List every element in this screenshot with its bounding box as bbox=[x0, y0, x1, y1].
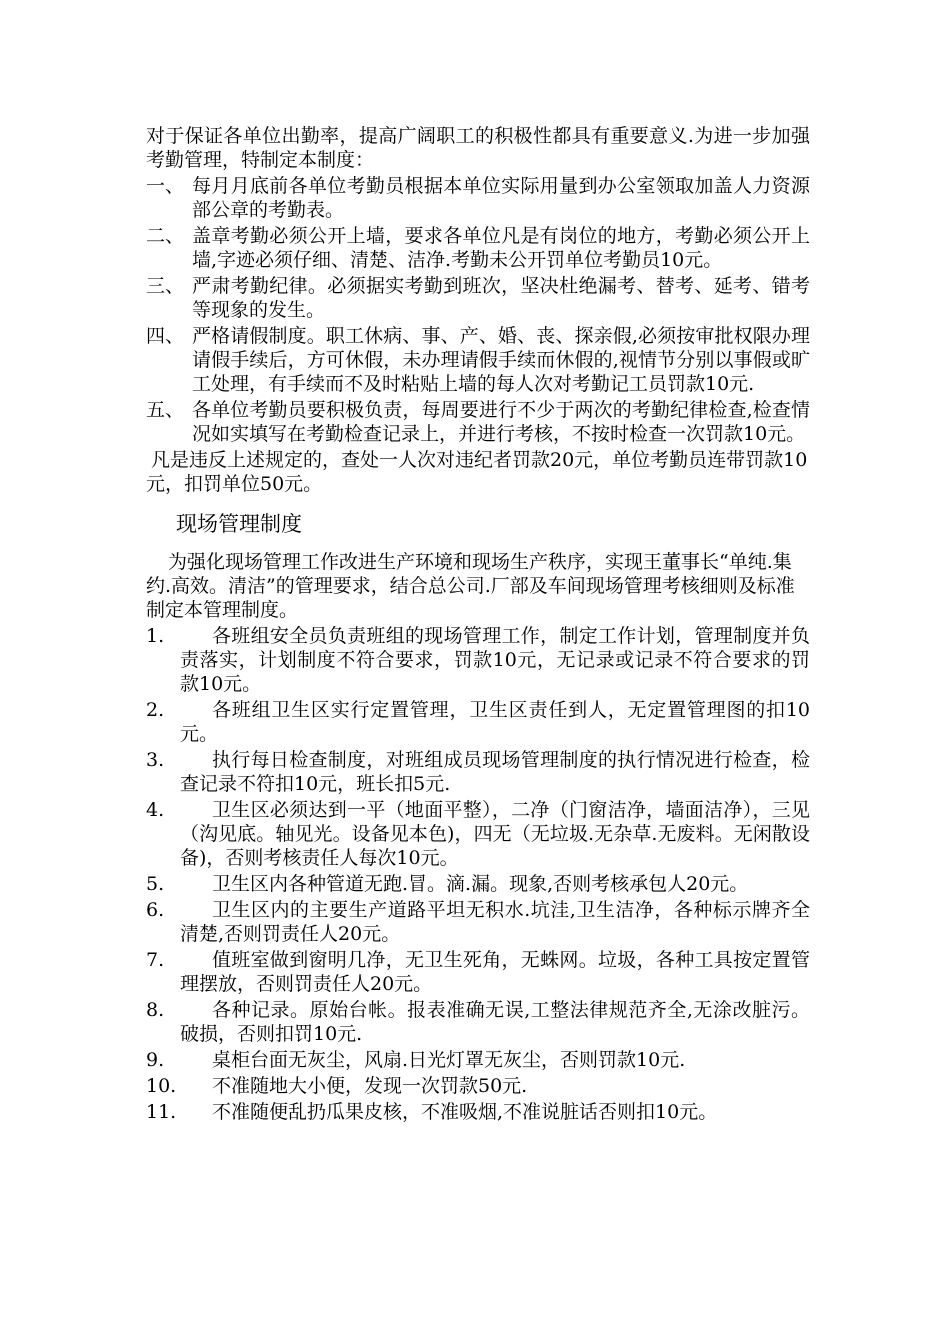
rule-text: 盖章考勤必须公开上墙，要求各单位凡是有岗位的地方，考勤必须公开上墙,字迹必须仔细、清楚、洁净.考勤未公开罚单位考勤员10元。 bbox=[192, 225, 810, 271]
rule-text: 各种记录。原始台帐。报表准确无误,工整法律规范齐全,无涂改脏污。破损，否则扣罚10元. bbox=[180, 999, 810, 1045]
rule-text: 各班组卫生区实行定置管理，卫生区责任到人，无定置管理图的扣10元。 bbox=[180, 699, 810, 745]
attendance-intro: 对于保证各单位出勤率，提高广阔职工的积极性都具有重要意义.为进一步加强考勤管理，特制定本制度： bbox=[146, 125, 810, 171]
rule-number: 11. bbox=[146, 1101, 177, 1123]
rule-text: 严格请假制度。职工休病、事、产、婚、丧、探亲假,必须按审批权限办理请假手续后，方可休假，未办理请假手续而休假的,视情节分别以事假或旷工处理，有手续而不及时粘贴上墙的每人次对考勤记工员罚款10元. bbox=[192, 325, 810, 395]
rule-number: 8. bbox=[146, 999, 165, 1021]
attendance-rule-2 bbox=[146, 224, 810, 272]
rule-number: 3. bbox=[146, 749, 165, 771]
site-rule-4 bbox=[146, 798, 810, 870]
site-intro: 为强化现场管理工作改进生产环境和现场生产秩序，实现王董事长“单纯.集约.高效。清洁”的管理要求，结合总公司.厂部及车间现场管理考核细则及标准制定本管理制度。 bbox=[146, 551, 795, 621]
rule-text: 不准随地大小便，发现一次罚款50元. bbox=[212, 1075, 528, 1097]
rule-marker: 三、 bbox=[146, 275, 185, 297]
rule-marker: 一、 bbox=[146, 175, 185, 197]
rule-text: 每月月底前各单位考勤员根据本单位实际用量到办公室领取加盖人力资源部公章的考勤表。 bbox=[192, 175, 810, 221]
rule-number: 1. bbox=[146, 625, 165, 647]
rule-text: 各单位考勤员要积极负责，每周要进行不少于两次的考勤纪律检查,检查情况如实填写在考勤检查记录上，并进行考核，不按时检查一次罚款10元。 bbox=[192, 399, 810, 445]
site-rule-8 bbox=[146, 998, 810, 1046]
rule-text: 值班室做到窗明几净，无卫生死角，无蛛网。垃圾，各种工具按定置管理摆放，否则罚责任人20元。 bbox=[180, 949, 810, 995]
attendance-rule-3 bbox=[146, 274, 810, 322]
document-page bbox=[146, 124, 810, 1124]
attendance-closing: 凡是违反上述规定的，查处一人次对违纪者罚款20元，单位考勤员连带罚款10元，扣罚单位50元。 bbox=[146, 449, 808, 495]
site-rule-10 bbox=[146, 1074, 810, 1098]
rule-number: 9. bbox=[146, 1049, 165, 1071]
rule-number: 10. bbox=[146, 1075, 177, 1097]
attendance-rule-5 bbox=[146, 398, 810, 446]
attendance-rule-4 bbox=[146, 324, 810, 396]
rule-text: 卫生区内的主要生产道路平坦无积水.坑洼,卫生洁净，各种标示牌齐全清楚,否则罚责任人20元。 bbox=[180, 899, 810, 945]
site-rule-7 bbox=[146, 948, 810, 996]
rule-marker: 二、 bbox=[146, 225, 185, 247]
rule-text: 卫生区必须达到一平（地面平整），二净（门窗洁净，墙面洁净），三见（沟见底。轴见光。设备见本色)，四无（无垃圾.无杂草.无废料。无闲散设备)，否则考核责任人每次10元。 bbox=[180, 799, 810, 869]
rule-number: 4. bbox=[146, 799, 165, 821]
rule-text: 卫生区内各种管道无跑.冒。滴.漏。现象,否则考核承包人20元。 bbox=[212, 873, 749, 895]
site-rule-6 bbox=[146, 898, 810, 946]
site-rule-3 bbox=[146, 748, 810, 796]
rule-marker: 四、 bbox=[146, 325, 185, 347]
rule-text: 执行每日检查制度，对班组成员现场管理制度的执行情况进行检查，检查记录不符扣10元，班长扣5元. bbox=[180, 749, 810, 795]
rule-marker: 五、 bbox=[146, 399, 185, 421]
section-title: 现场管理制度 bbox=[176, 512, 302, 536]
site-rule-5 bbox=[146, 872, 810, 896]
site-rule-2 bbox=[146, 698, 810, 746]
rule-text: 严肃考勤纪律。必须据实考勤到班次，坚决杜绝漏考、替考、延考、错考等现象的发生。 bbox=[192, 275, 810, 321]
site-rule-9 bbox=[146, 1048, 810, 1072]
attendance-rule-1 bbox=[146, 174, 810, 222]
rule-text: 各班组安全员负责班组的现场管理工作，制定工作计划，管理制度并负责落实，计划制度不符合要求，罚款10元，无记录或记录不符合要求的罚款10元。 bbox=[180, 625, 810, 695]
rule-number: 5. bbox=[146, 873, 165, 895]
site-rule-1 bbox=[146, 624, 810, 696]
rule-text: 不准随便乱扔瓜果皮核，不准吸烟,不准说脏话否则扣10元。 bbox=[212, 1101, 718, 1123]
rule-number: 2. bbox=[146, 699, 165, 721]
rule-number: 7. bbox=[146, 949, 165, 971]
rule-number: 6. bbox=[146, 899, 165, 921]
site-rule-11 bbox=[146, 1100, 810, 1124]
rule-text: 桌柜台面无灰尘，风扇.日光灯罩无灰尘，否则罚款10元. bbox=[212, 1049, 686, 1071]
